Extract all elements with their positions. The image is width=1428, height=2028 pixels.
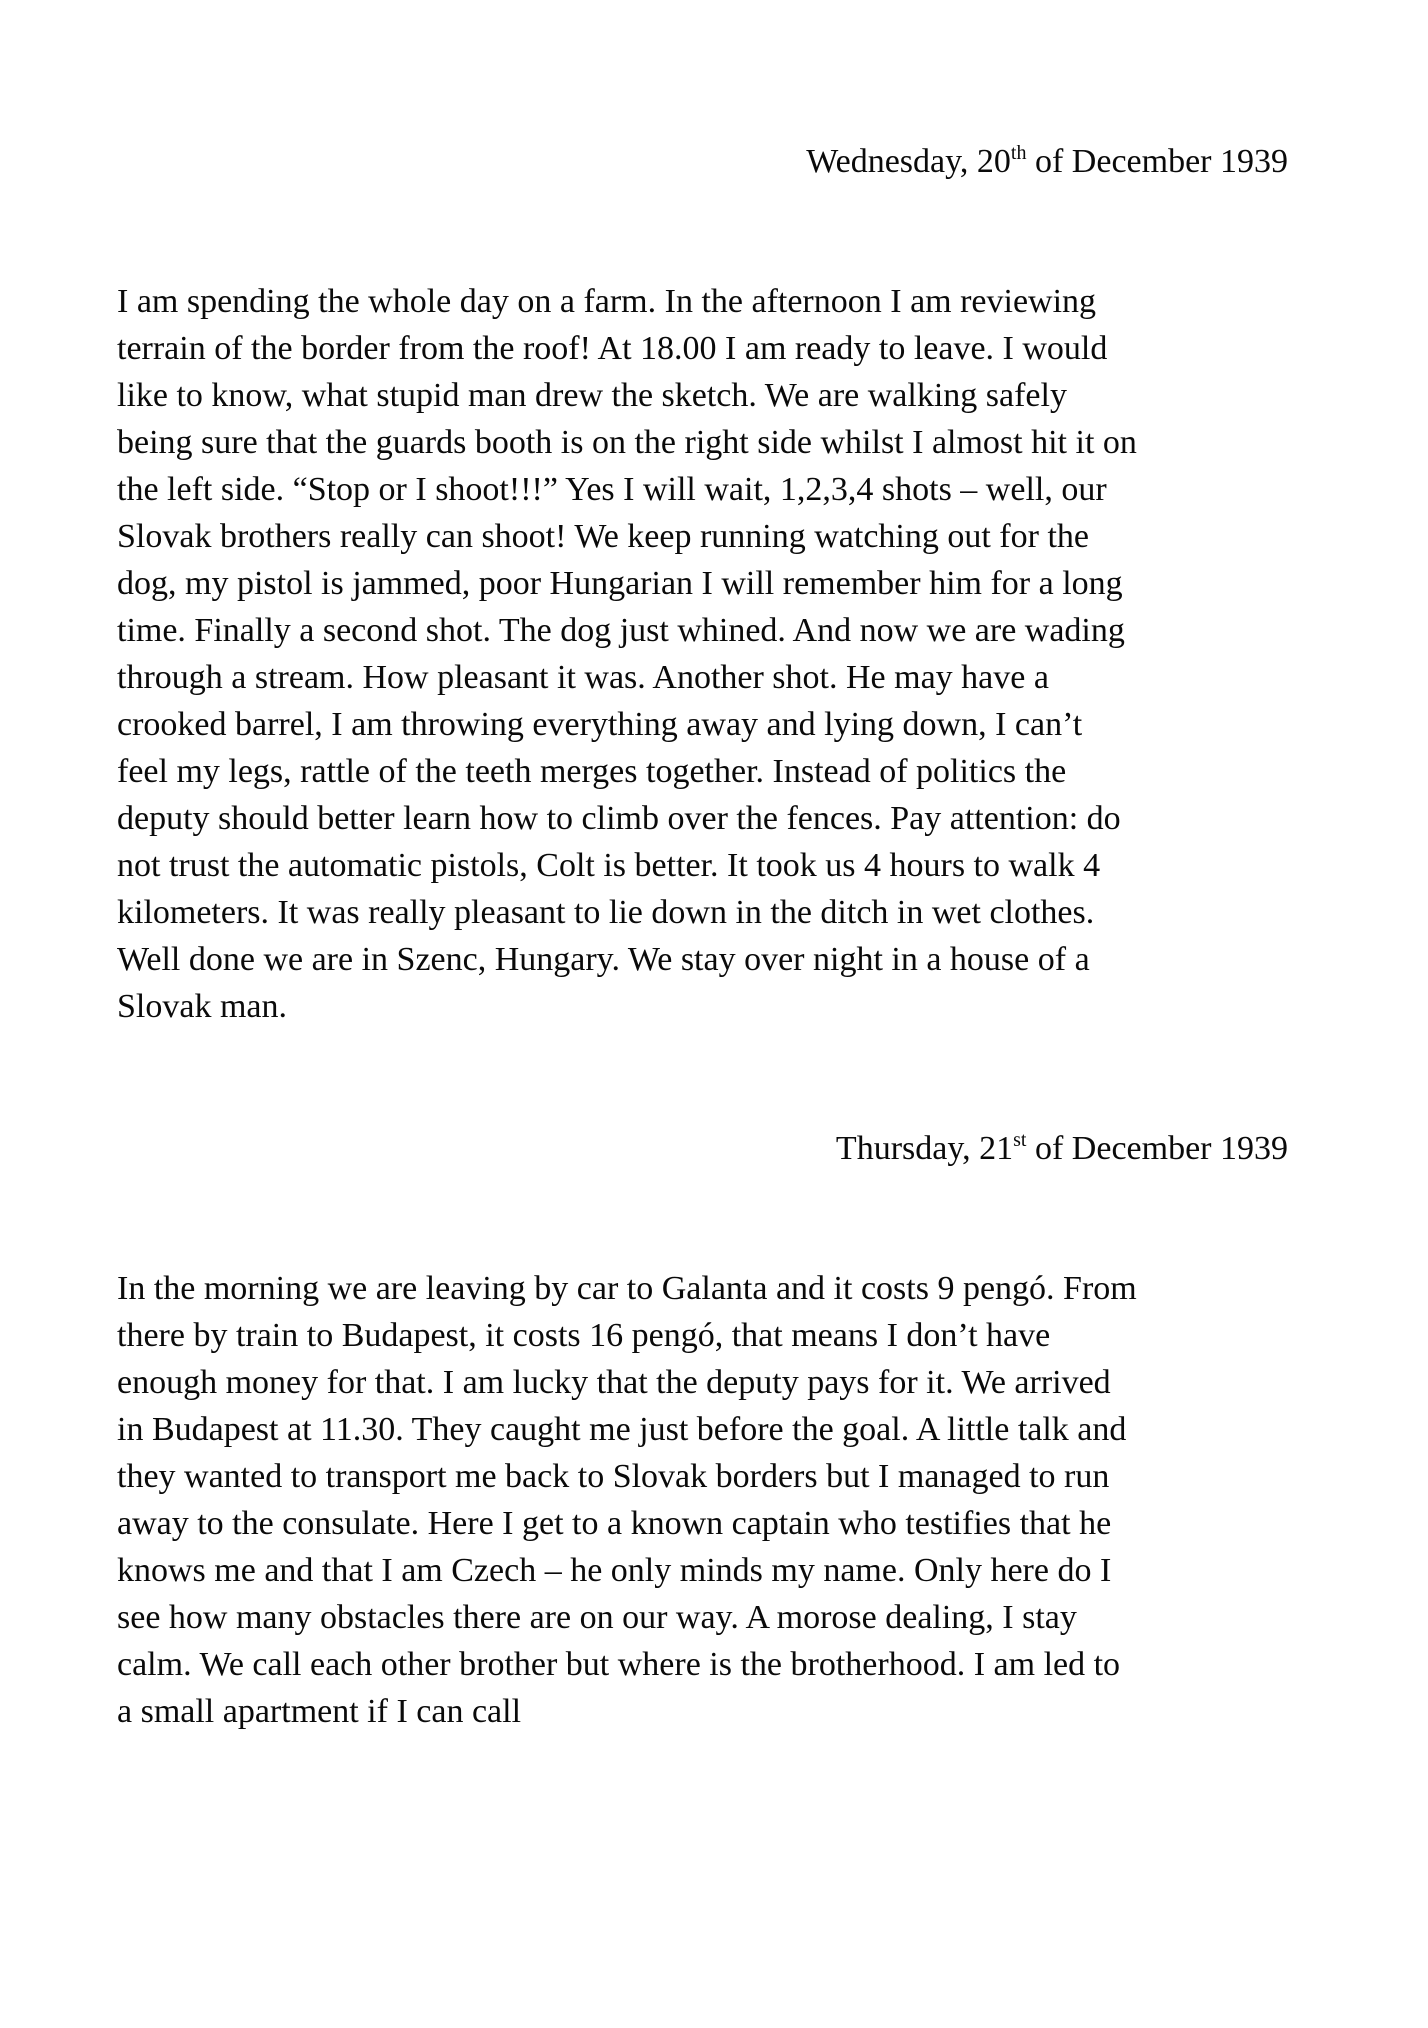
paragraph-line: deputy should better learn how to climb over the fences. Pay attention: do bbox=[117, 800, 1121, 837]
paragraph-line: kilometers. It was really pleasant to lie down in the ditch in wet clothes. bbox=[117, 894, 1095, 931]
paragraph-line: knows me and that I am Czech – he only minds my name. Only here do I bbox=[117, 1552, 1112, 1589]
paragraph-line: crooked barrel, I am throwing everything away and lying down, I can’t bbox=[117, 706, 1083, 743]
entry-2-date-suffix: of December 1939 bbox=[1026, 1130, 1288, 1167]
paragraph-line: enough money for that. I am lucky that the deputy pays for it. We arrived bbox=[117, 1364, 1111, 1401]
paragraph-line: calm. We call each other brother but where is the brotherhood. I am led to bbox=[117, 1646, 1121, 1683]
paragraph-line: feel my legs, rattle of the teeth merges together. Instead of politics the bbox=[117, 753, 1067, 790]
paragraph-line: Well done we are in Szenc, Hungary. We stay over night in a house of a bbox=[117, 941, 1090, 978]
paragraph-line: a small apartment if I can call bbox=[117, 1693, 522, 1730]
paragraph-line: like to know, what stupid man drew the sketch. We are walking safely bbox=[117, 377, 1067, 414]
paragraph-line: In the morning we are leaving by car to Galanta and it costs 9 pengó. From bbox=[117, 1270, 1137, 1307]
paragraph-line: being sure that the guards booth is on the right side whilst I almost hit it on bbox=[117, 424, 1137, 461]
paragraph-line: the left side. “Stop or I shoot!!!” Yes I will wait, 1,2,3,4 shots – well, our bbox=[117, 471, 1107, 508]
entry-2-date-ordinal-superscript: st bbox=[1013, 1129, 1027, 1151]
paragraph-line: see how many obstacles there are on our way. A morose dealing, I stay bbox=[117, 1599, 1077, 1636]
paragraph-line: Slovak brothers really can shoot! We keep running watching out for the bbox=[117, 518, 1089, 555]
journal-entry-2 bbox=[117, 1125, 1288, 1735]
document-content bbox=[117, 0, 1288, 1735]
entry-1-date-ordinal-superscript: th bbox=[1010, 142, 1027, 164]
entry-1-paragraph bbox=[117, 278, 1288, 1030]
paragraph-line: dog, my pistol is jammed, poor Hungarian I will remember him for a long bbox=[117, 565, 1123, 602]
paragraph-line: away to the consulate. Here I get to a known captain who testifies that he bbox=[117, 1505, 1112, 1542]
paragraph-line: I am spending the whole day on a farm. In the afternoon I am reviewing bbox=[117, 283, 1097, 320]
entry-2-date-heading bbox=[117, 1125, 1288, 1172]
paragraph-line: Slovak man. bbox=[117, 988, 287, 1025]
entry-2-date-prefix: Thursday, 21 bbox=[835, 1130, 1014, 1167]
paragraph-line: terrain of the border from the roof! At 18.00 I am ready to leave. I would bbox=[117, 330, 1108, 367]
paragraph-line: there by train to Budapest, it costs 16 pengó, that means I don’t have bbox=[117, 1317, 1051, 1354]
entry-1-date-prefix: Wednesday, 20 bbox=[806, 143, 1011, 180]
entry-2-paragraph bbox=[117, 1265, 1288, 1735]
journal-entry-1 bbox=[117, 138, 1288, 1030]
paragraph-line: through a stream. How pleasant it was. Another shot. He may have a bbox=[117, 659, 1049, 696]
paragraph-line: time. Finally a second shot. The dog just whined. And now we are wading bbox=[117, 612, 1125, 649]
entry-1-date-heading bbox=[117, 138, 1288, 185]
entry-1-date-suffix: of December 1939 bbox=[1026, 143, 1288, 180]
paragraph-line: they wanted to transport me back to Slovak borders but I managed to run bbox=[117, 1458, 1110, 1495]
paragraph-line: in Budapest at 11.30. They caught me just before the goal. A little talk and bbox=[117, 1411, 1127, 1448]
paragraph-line: not trust the automatic pistols, Colt is better. It took us 4 hours to walk 4 bbox=[117, 847, 1101, 884]
